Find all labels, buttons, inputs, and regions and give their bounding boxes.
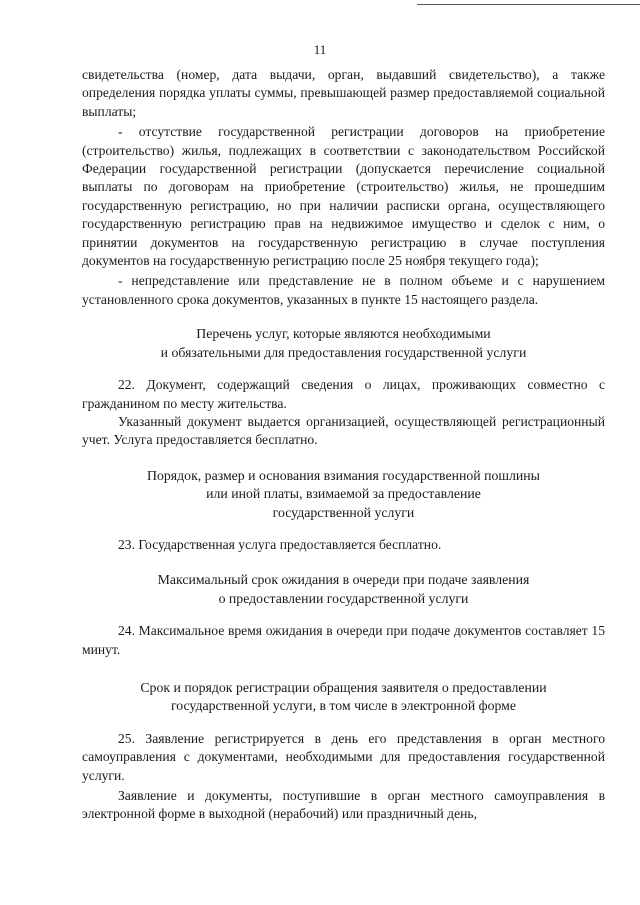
paragraph-24: 24. Максимальное время ожидания в очереди при подаче документов составляет 15 минут. (82, 623, 605, 657)
paragraph-23: 23. Государственная услуга предоставляется бесплатно. (118, 536, 442, 552)
paragraph-25: 25. Заявление регистрируется в день его представления в орган местного самоуправления с документами, необходимыми для предоставления государственной услуги. (82, 730, 605, 783)
heading-line: Срок и порядок регистрации обращения заявителя о предоставлении (140, 679, 547, 695)
paragraph-22-note: Указанный документ выдается организацией, осуществляющей регистрационный учет. Услуга предоставляется бесплатно. (82, 413, 605, 448)
heading-line: Порядок, размер и основания взимания государственной пошлины (147, 467, 540, 483)
heading-registration-procedure (82, 679, 605, 716)
heading-queue-time (82, 571, 605, 608)
paragraph-certificate-details: свидетельства (номер, дата выдачи, орган, выдавший свидетельство), а также определения порядка уплаты суммы, превышающей размер предоставляемой социальной выплаты; (82, 67, 605, 119)
paragraph-no-registration: - отсутствие государственной регистрации договоров на приобретение (строительство) жилья, подлежащих в соответствии с законодательством Российской Федерации государственной регистрации (допускается перечисление социальной выплаты по договорам на приобретение (строительство) жилья, не прошедшим государственную регистрацию, но при наличии расписки органа, осуществляющего государственную регистрацию прав на недвижимое имущество и сделок с ним, о принятии документов на государственную регистрацию в случае поступления документов на государственную регистрацию после 25 ноября текущего года); (82, 124, 605, 269)
paragraph-22: 22. Документ, содержащий сведения о лицах, проживающих совместно с гражданином по месту жительства. (82, 377, 605, 411)
heading-required-services (82, 325, 605, 362)
heading-line: государственной услуги (272, 504, 415, 520)
paragraph-25-electronic: Заявление и документы, поступившие в орган местного самоуправления в электронной форме в выходной (нерабочий) или праздничный день, (82, 788, 605, 822)
heading-line: или иной платы, взимаемой за предоставление (206, 486, 481, 502)
paragraph-non-submission: - непредставление или представление не в полном объеме и с нарушением установленного срока документов, указанных в пункте 15 настоящего раздела. (82, 273, 605, 307)
page-number: 11 (313, 42, 327, 57)
heading-line: Перечень услуг, которые являются необходимыми (196, 326, 491, 342)
top-rule (417, 4, 640, 5)
document-body (82, 66, 605, 824)
heading-line: о предоставлении государственной услуги (218, 590, 469, 606)
heading-line: государственной услуги, в том числе в электронной форме (170, 698, 517, 714)
heading-line: Максимальный срок ожидания в очереди при подаче заявления (157, 572, 530, 588)
heading-line: и обязательными для предоставления государственной услуги (160, 344, 527, 360)
heading-fee-procedure (82, 467, 605, 522)
